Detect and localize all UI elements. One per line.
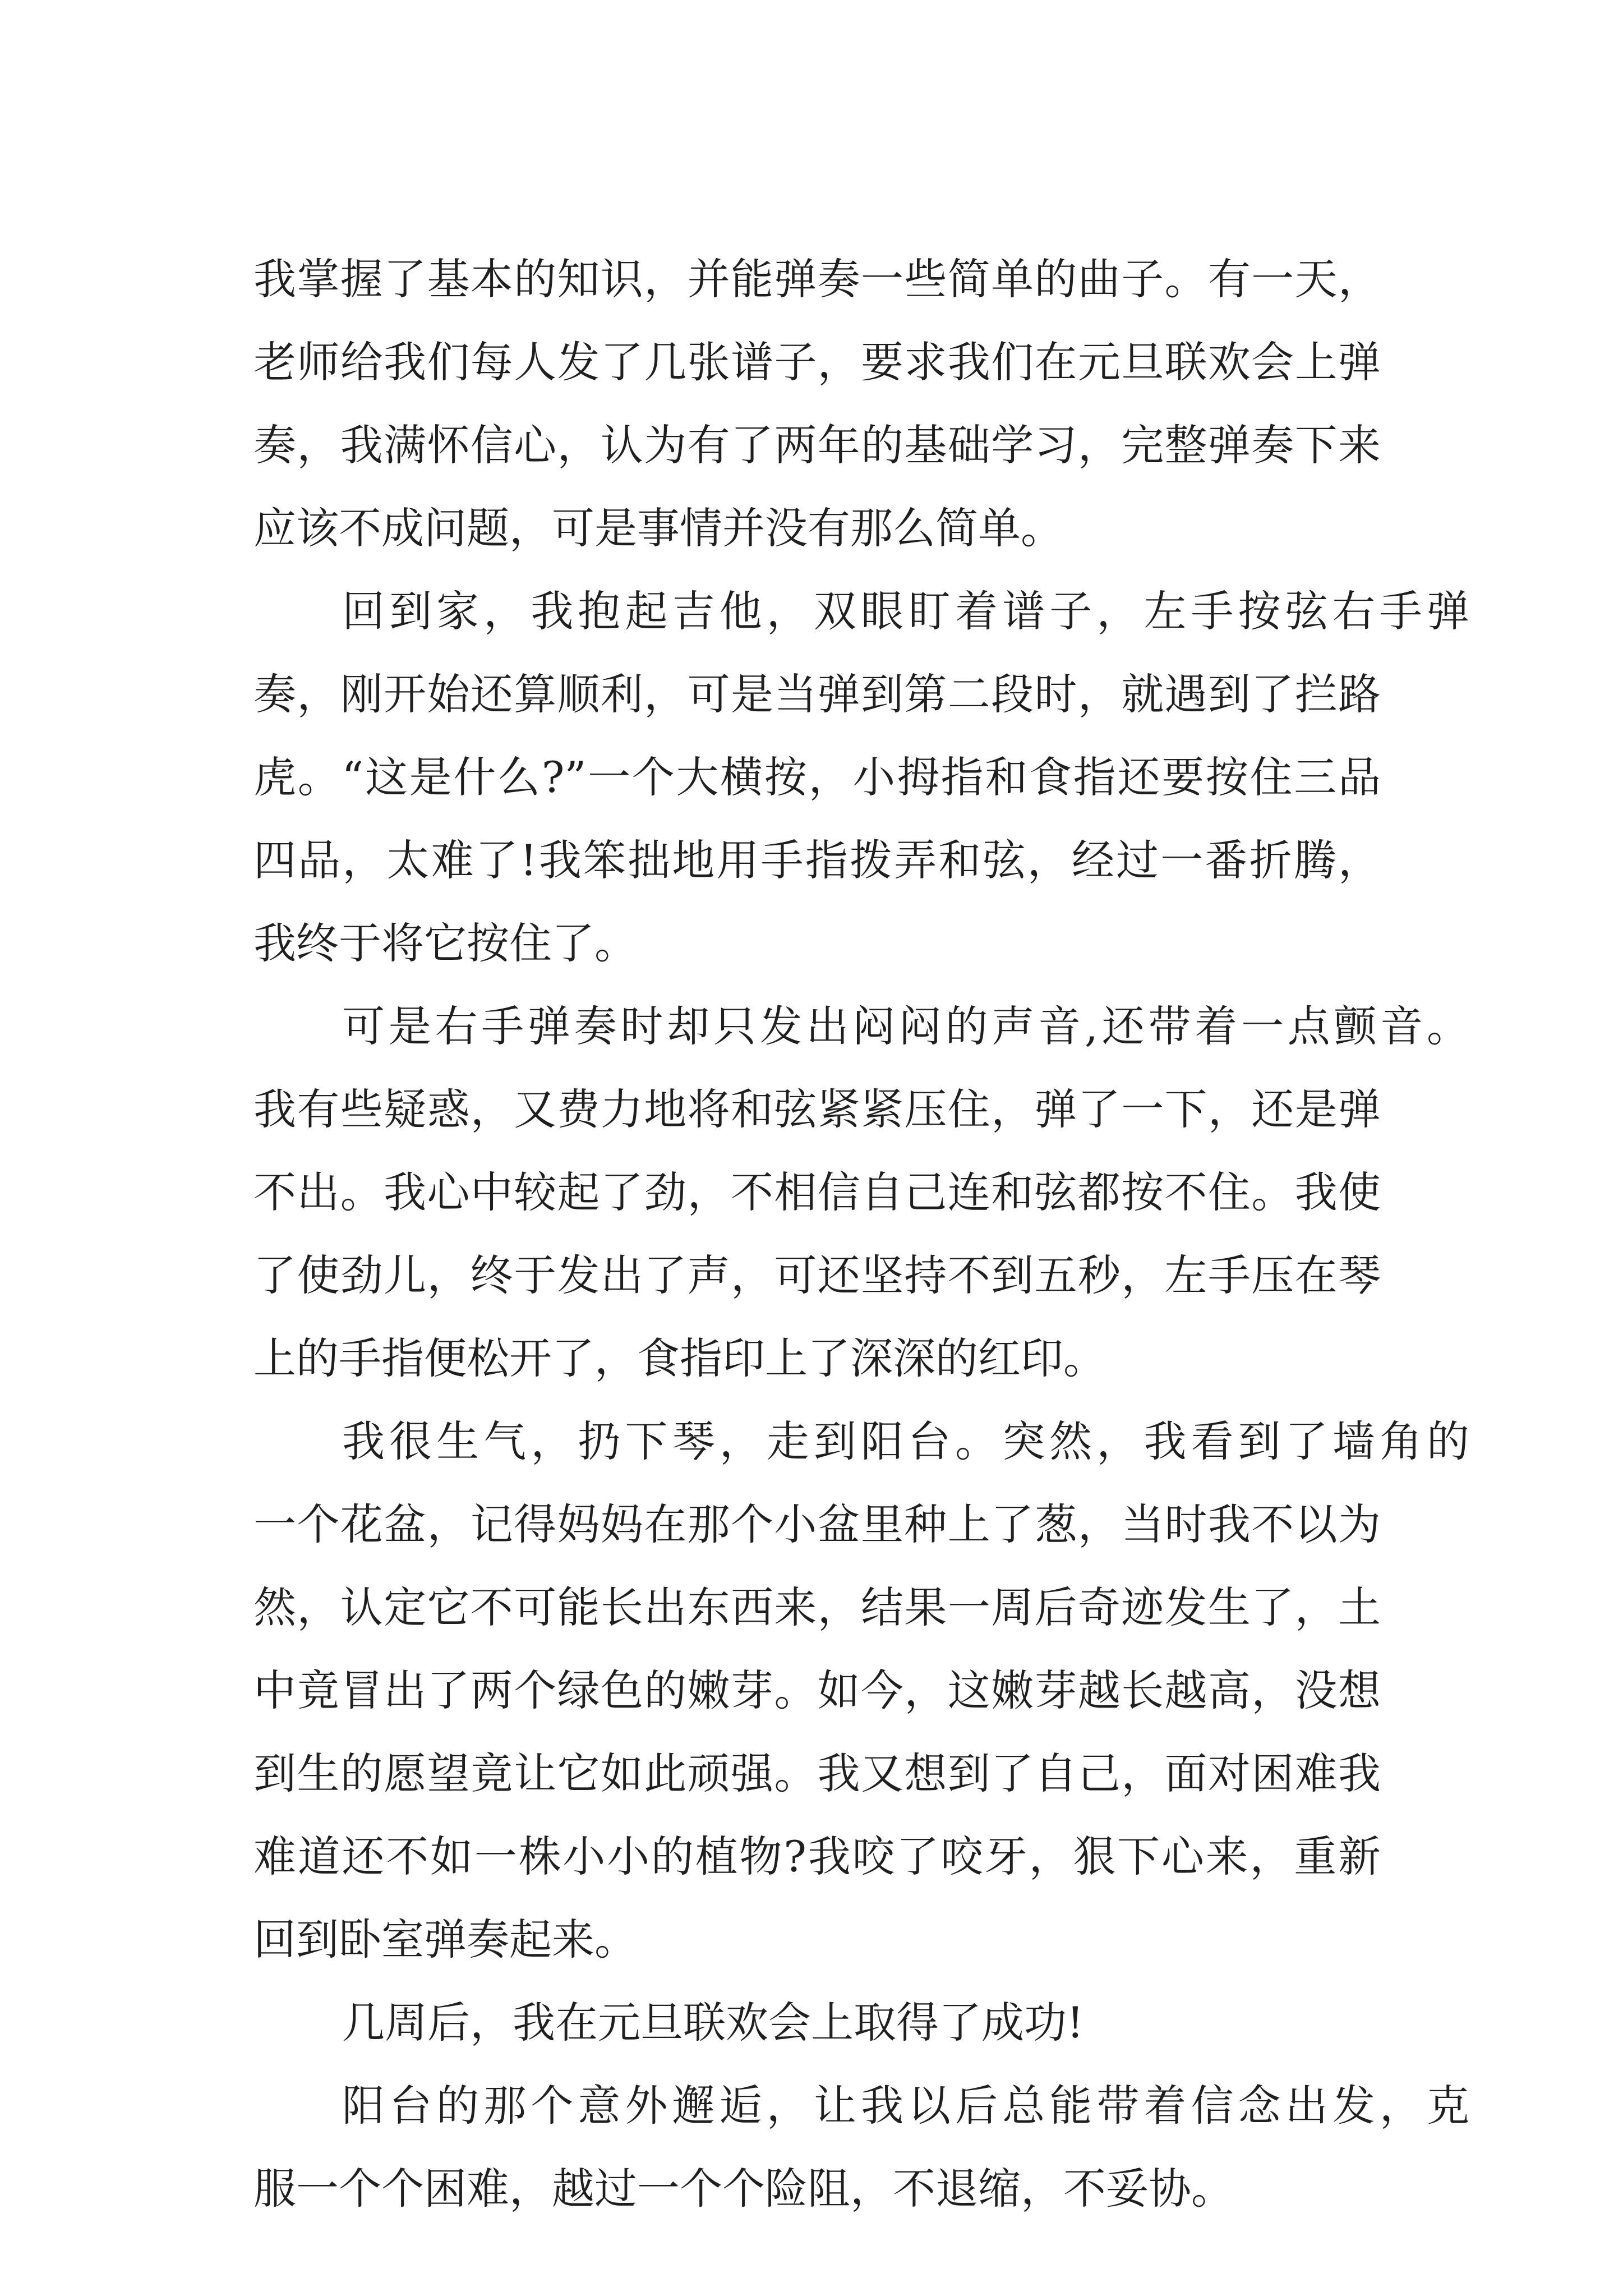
text-line: 四品，太难了!我笨拙地用手指拨弄和弦，经过一番折腾， xyxy=(253,835,1381,885)
text-line: 奏，我满怀信心，认为有了两年的基础学习，完整弹奏下来 xyxy=(253,420,1381,470)
paragraph-start-line: 几周后，我在元旦联欢会上取得了成功! xyxy=(342,1998,1084,2047)
text-line: 老师给我们每人发了几张谱子，要求我们在元旦联欢会上弹 xyxy=(253,337,1381,387)
text-line: 我终于将它按住了。 xyxy=(253,918,637,968)
paragraph-start-line: 可是右手弹奏时却只发出闷闷的声音,还带着一点颤音。 xyxy=(342,1001,1469,1051)
text-line: 回到卧室弹奏起来。 xyxy=(253,1915,637,1964)
text-line: 服一个个困难，越过一个个险阻，不退缩，不妥协。 xyxy=(253,2164,1234,2214)
text-line: 虎。“这是什么?”一个大横按，小拇指和食指还要按住三品 xyxy=(253,752,1381,802)
text-line: 上的手指便松开了，食指印上了深深的红印。 xyxy=(253,1333,1106,1383)
paragraph-start-line: 回到家，我抱起吉他，双眼盯着谱子，左手按弦右手弹 xyxy=(342,586,1469,636)
text-line: 然，认定它不可能长出东西来，结果一周后奇迹发生了，土 xyxy=(253,1582,1381,1632)
text-line: 我掌握了基本的知识，并能弹奏一些简单的曲子。有一天， xyxy=(253,254,1381,304)
text-line: 难道还不如一株小小的植物?我咬了咬牙，狠下心来，重新 xyxy=(253,1832,1381,1881)
text-line: 中竟冒出了两个绿色的嫩芽。如今，这嫩芽越长越高，没想 xyxy=(253,1665,1381,1715)
text-line: 了使劲儿，终于发出了声，可还坚持不到五秒，左手压在琴 xyxy=(253,1250,1381,1300)
paragraph-start-line: 我很生气，扔下琴，走到阳台。突然，我看到了墙角的 xyxy=(342,1416,1469,1466)
text-line: 到生的愿望竟让它如此顽强。我又想到了自己，面对困难我 xyxy=(253,1749,1381,1798)
text-line: 我有些疑惑，又费力地将和弦紧紧压住，弹了一下，还是弹 xyxy=(253,1084,1381,1134)
paragraph-start-line: 阳台的那个意外邂逅，让我以后总能带着信念出发，克 xyxy=(342,2081,1469,2131)
text-line: 一个花盆，记得妈妈在那个小盆里种上了葱，当时我不以为 xyxy=(253,1499,1381,1549)
text-line: 应该不成问题，可是事情并没有那么简单。 xyxy=(253,503,1063,553)
text-line: 不出。我心中较起了劲，不相信自己连和弦都按不住。我使 xyxy=(253,1167,1381,1217)
text-line: 奏，刚开始还算顺利，可是当弹到第二段时，就遇到了拦路 xyxy=(253,669,1381,719)
